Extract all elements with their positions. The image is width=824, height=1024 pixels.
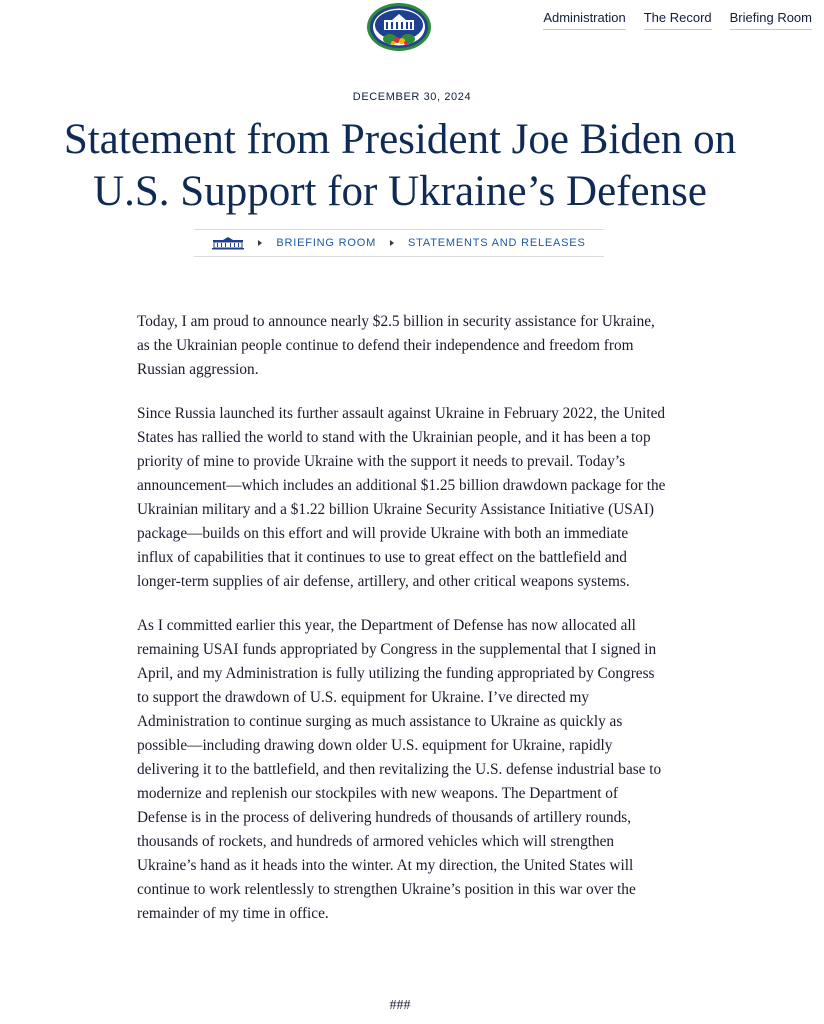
end-mark: ### (389, 998, 411, 1013)
article-date: DECEMBER 30, 2024 (352, 91, 472, 103)
breadcrumb-statements-and-releases[interactable]: STATEMENTS AND RELEASES (408, 237, 586, 249)
page-title-line-1: Statement from President Joe Biden on (63, 116, 737, 163)
page-title-line-2: U.S. Support for Ukraine’s Defense (93, 168, 707, 215)
chevron-right-icon (390, 240, 394, 246)
nav-briefing-room[interactable]: Briefing Room (730, 10, 812, 30)
white-house-seal-icon[interactable] (366, 2, 432, 52)
breadcrumb-briefing-room[interactable]: BRIEFING ROOM (276, 237, 377, 249)
article-paragraph-1: Today, I am proud to announce nearly $2.5 billion in security assistance for Ukraine, as the Ukrainian people continue to defend their independence and freedom from Russian aggression. (137, 313, 655, 378)
chevron-right-icon (258, 240, 262, 246)
site-header (0, 0, 824, 56)
article-paragraph-3: As I committed earlier this year, the Department of Defense has now allocated all remaining USAI funds appropriated by Congress in the supplemental that I signed in April, and my Administration is fully utilizing the funding appropriated by Congress to support the drawdown of U.S. equipment for Ukraine. I’ve directed my Administration to continue surging as much assistance to Ukraine as quickly as possible—including drawing down older U.S. equipment for Ukraine, rapidly delivering it to the battlefield, and then revitalizing the U.S. defense industrial base to modernize and replenish our stockpiles with new weapons. The Department of Defense is in the process of delivering hundreds of thousands of artillery rounds, thousands of rockets, and hundreds of armored vehicles which will strengthen Ukraine’s hand as it heads into the winter. At my direction, the United States will continue to work relentlessly to strengthen Ukraine’s position in this war over the remainder of my time in office. (137, 617, 662, 922)
nav-administration[interactable]: Administration (543, 10, 625, 30)
article-body (137, 310, 667, 946)
breadcrumb (194, 229, 604, 257)
nav-the-record[interactable]: The Record (644, 10, 712, 30)
white-house-icon[interactable] (212, 236, 244, 250)
page-title (20, 114, 780, 218)
article-paragraph-2: Since Russia launched its further assault against Ukraine in February 2022, the United States has rallied the world to stand with the Ukrainian people, and it has been a top priority of mine to provide Ukraine with the support it needs to prevail. Today’s announcement—which includes an additional $1.25 billion drawdown package for the Ukrainian military and a $1.22 billion Ukraine Security Assistance Initiative (USAI) package—builds on this effort and will provide Ukraine with both an immediate influx of capabilities that it continues to use to great effect on the battlefield and longer-term supplies of air defense, artillery, and other critical weapons systems. (137, 405, 666, 590)
main-nav (543, 10, 812, 30)
